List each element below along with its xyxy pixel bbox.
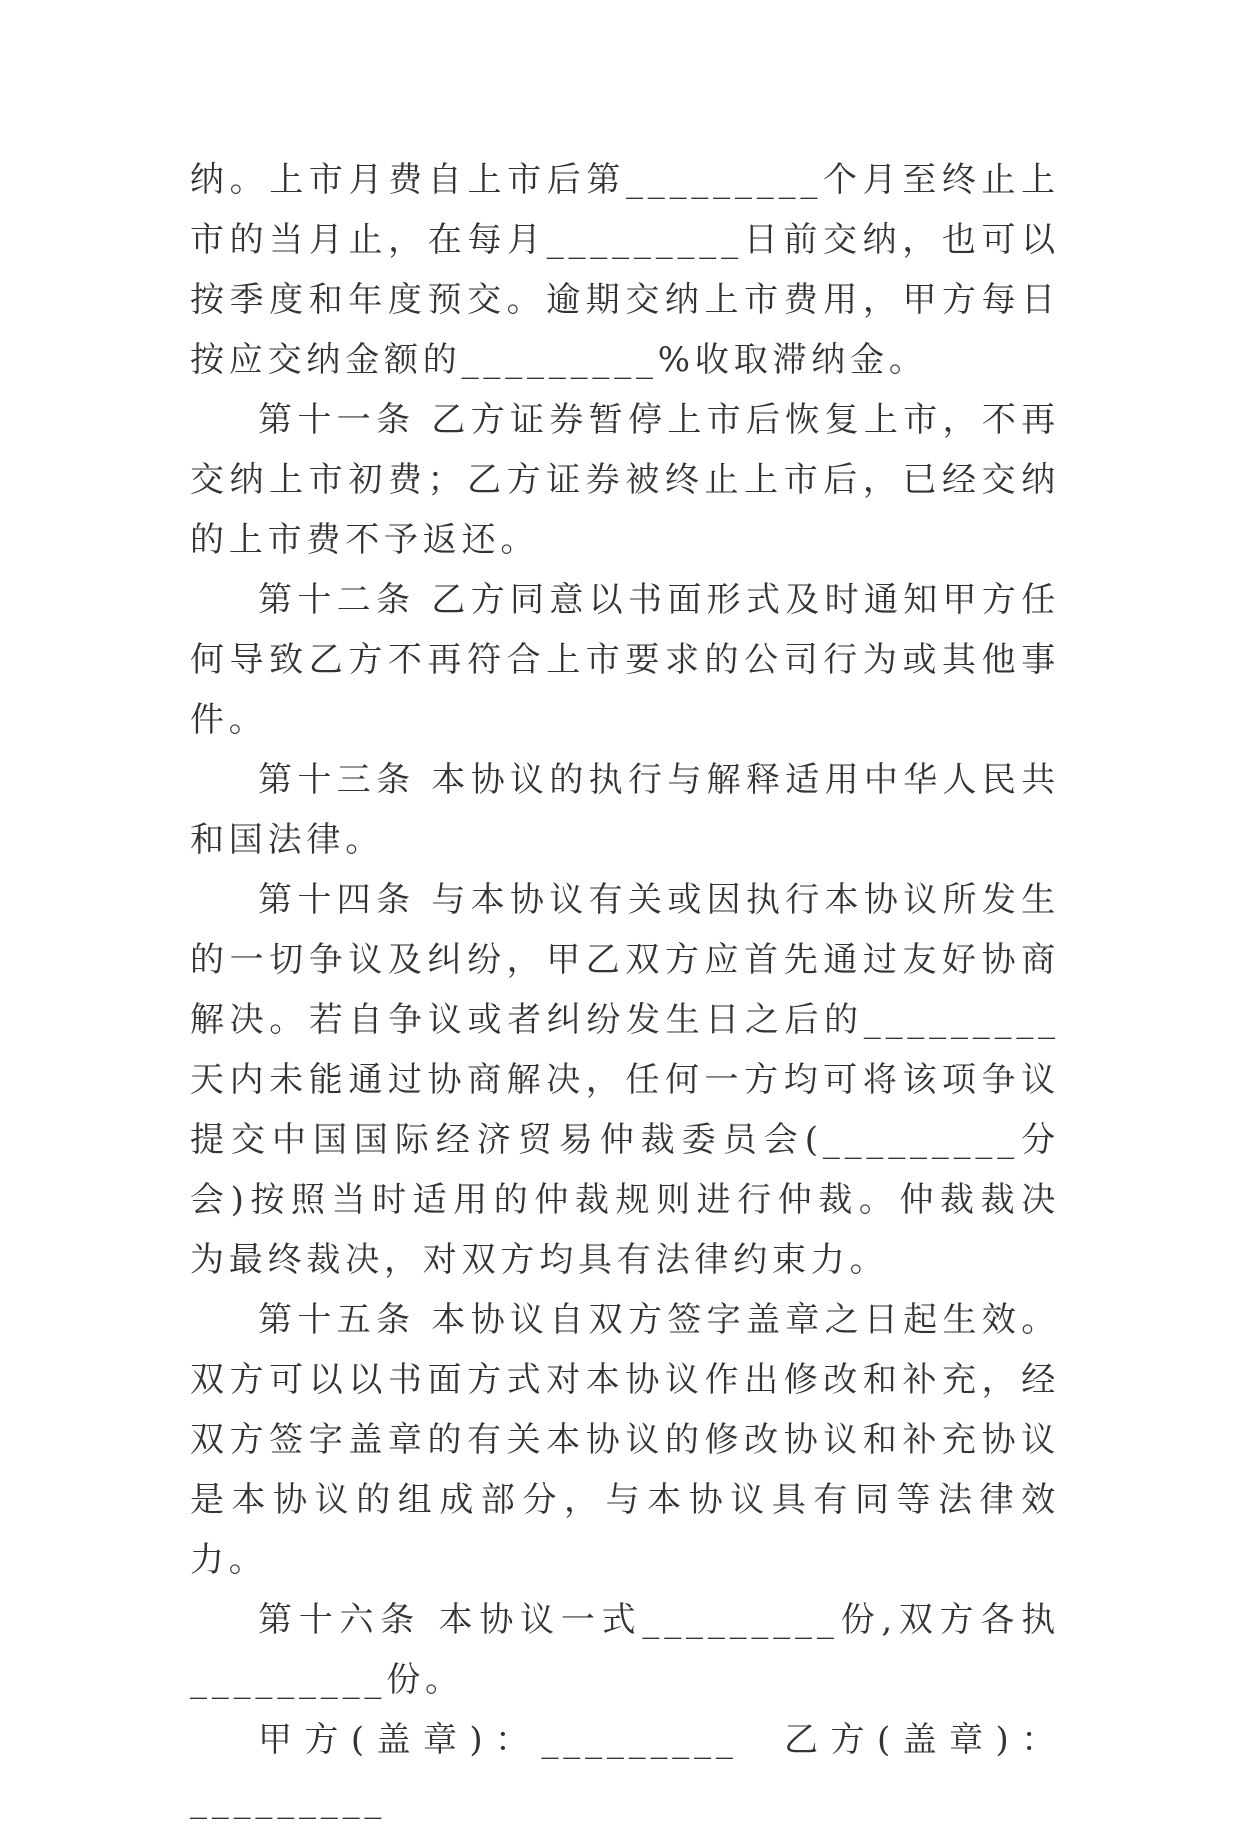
document-body	[190, 150, 1060, 1830]
article-14-paragraph: 第十四条 与本协议有关或因执行本协议所发生的一切争议及纠纷，甲乙双方应首先通过友好协商解决。若自争议或者纠纷发生日之后的_________天内未能通过协商解决，任何一方均可将该项争议提交中国国际经济贸易仲裁委员会(_________分会)按照当时适用的仲裁规则进行仲裁。仲裁裁决为最终裁决，对双方均具有法律约束力。	[190, 880, 1060, 1280]
article-11-paragraph: 第十一条 乙方证券暂停上市后恢复上市，不再交纳上市初费；乙方证券被终止上市后，已经交纳的上市费不予返还。	[190, 400, 1060, 560]
signature-line	[190, 1710, 1060, 1830]
article-13-paragraph: 第十三条 本协议的执行与解释适用中华人民共和国法律。	[190, 760, 1060, 860]
party-a-signature: 甲方(盖章)：_________	[258, 1720, 738, 1760]
article-10-continued-paragraph: 纳。上市月费自上市后第_________个月至终止上市的当月止，在每月_________日前交纳，也可以按季度和年度预交。逾期交纳上市费用，甲方每日按应交纳金额的_________%收取滞纳金。	[190, 160, 1060, 380]
article-15-paragraph: 第十五条 本协议自双方签字盖章之日起生效。双方可以以书面方式对本协议作出修改和补充，经双方签字盖章的有关本协议的修改协议和补充协议是本协议的组成部分，与本协议具有同等法律效力。	[190, 1300, 1060, 1580]
article-16-paragraph: 第十六条 本协议一式_________份,双方各执_________份。	[190, 1600, 1060, 1700]
article-12-paragraph: 第十二条 乙方同意以书面形式及时通知甲方任何导致乙方不再符合上市要求的公司行为或其他事件。	[190, 580, 1060, 740]
party-b-signature: 乙方(盖章)：_________	[190, 1720, 1060, 1820]
